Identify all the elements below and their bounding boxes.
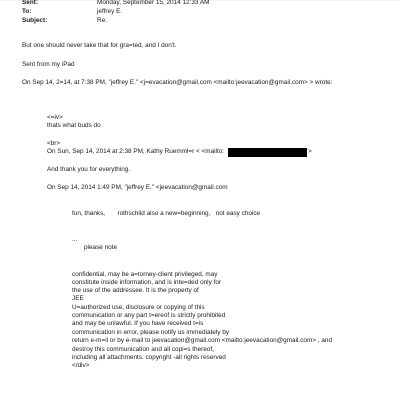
quote-on-line-suffix: > — [308, 148, 312, 155]
quote-on-line-prefix: On Sun, Sep 14, 2014 at 2:38 PM, Kathy Ruemml=r < <mailto: — [47, 148, 225, 155]
redaction-box — [228, 148, 307, 157]
disclaimer-line: JEE — [72, 295, 84, 302]
quote-text: thats what buds do — [47, 122, 101, 129]
body-line-3: On Sep 14, 2=14, at 7:38 PM, "jeffrey E." <j=evacation@gmail.com <mailto:jeevacation@gmail.com> > wrote: — [22, 79, 333, 86]
disclaimer-line: U=authorized use, disclosure or copying of this — [72, 304, 205, 311]
quote2-please-note: please note — [84, 244, 118, 251]
sent-value: Monday, September 15, 2014 12:33 AM — [97, 0, 210, 6]
disclaimer-line: return e-m=il or by e-mail to jeevacation@gmail.com <mailto:jeevacation@gmail.com> , and — [72, 337, 333, 344]
body-line-2: Sent from my iPad — [22, 61, 75, 68]
disclaimer-line: including all attachments. copyright -all rights reserved — [72, 354, 226, 361]
disclaimer-line: confidential, may be a=torney-client privileged, may — [72, 271, 218, 278]
disclaimer-line: </div> — [72, 362, 90, 369]
subject-label: Subject: — [22, 17, 48, 24]
subject-value: Re: — [97, 17, 107, 24]
quote-br-tag: <br> — [47, 140, 61, 147]
quote-div-tag: <=iv> — [47, 114, 63, 121]
sent-label: Sent: — [22, 0, 38, 6]
disclaimer-line: constitute inside information, and is inte=ded only for — [72, 279, 222, 286]
disclaimer-line: destroy this communication and all copi=s thereof, — [72, 346, 214, 353]
quote2-on-line: On Sep 14, 2014 1:49 PM, "jeffrey E." <jeevacation@gmail.com — [47, 184, 228, 191]
disclaimer-line: communication in error, please notify us immediately by — [72, 329, 229, 336]
to-label: To: — [22, 8, 32, 15]
body-line-1: But one should never take that for gra=ted, and I don't. — [22, 42, 177, 49]
quote-thanks: And thank you for everything. — [47, 166, 131, 173]
quote2-fun-line: fun, thanks, rothschild also a new=beginning, not easy choice — [72, 210, 261, 217]
to-value: jeffrey E. — [97, 8, 123, 15]
disclaimer-line: communication or any part t=ereof is strictly prohibited — [72, 312, 226, 319]
quote2-dots: ... — [72, 236, 78, 243]
disclaimer-line: and may be unlawful. If you have received t=is — [72, 320, 204, 327]
disclaimer-line: the use of the addressee. It is the property of — [72, 287, 199, 294]
